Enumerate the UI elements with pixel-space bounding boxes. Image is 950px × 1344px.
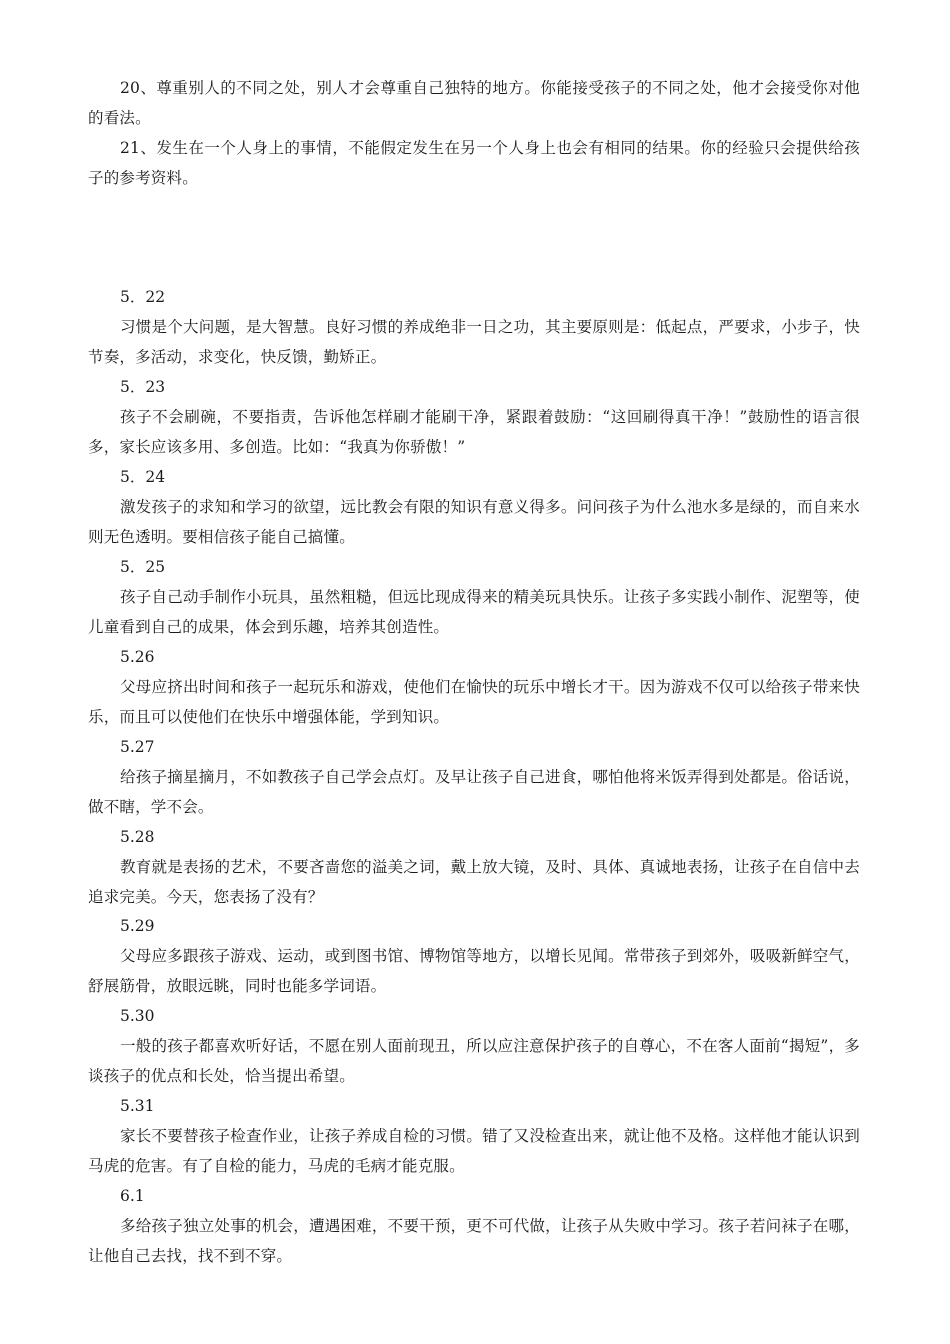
entry-text: 给孩子摘星摘月，不如教孩子自己学会点灯。及早让孩子自己进食，哪怕他将米饭弄得到处都是。俗话说，做不瞎，学不会。 [88, 768, 860, 816]
entry-text: 教育就是表扬的艺术，不要吝啬您的溢美之词，戴上放大镜，及时、具体、真诚地表扬，让孩子在自信中去追求完美。今天，您表扬了没有？ [88, 858, 860, 906]
intro-paragraph-21: 21、发生在一个人身上的事情，不能假定发生在另一个人身上也会有相同的结果。你的经验只会提供给孩子的参考资料。 [88, 139, 860, 187]
entry-date: 5．23 [120, 378, 166, 396]
entry-text: 习惯是个大问题，是大智慧。良好习惯的养成绝非一日之功，其主要原则是：低起点，严要求，小步子，快节奏，多活动，求变化，快反馈，勤矫正。 [88, 318, 860, 366]
entry-date: 5.28 [120, 828, 155, 846]
entry-date: 5.29 [120, 917, 155, 935]
entry-date: 5.31 [120, 1097, 155, 1115]
entry-text: 孩子不会刷碗，不要指责，告诉他怎样刷才能刷干净，紧跟着鼓励：“这回刷得真干净！”鼓励性的语言很多，家长应该多用、多创造。比如：“我真为你骄傲！” [88, 408, 860, 456]
entry-text: 激发孩子的求知和学习的欲望，远比教会有限的知识有意义得多。问问孩子为什么池水多是绿的，而自来水则无色透明。要相信孩子能自己搞懂。 [88, 498, 860, 546]
entry-date: 5.26 [120, 648, 155, 666]
entry-text: 父母应多跟孩子游戏、运动，或到图书馆、博物馆等地方，以增长见闻。常带孩子到郊外，吸吸新鲜空气，舒展筋骨，放眼远眺，同时也能多学词语。 [88, 947, 860, 995]
entry-text: 父母应挤出时间和孩子一起玩乐和游戏，使他们在愉快的玩乐中增长才干。因为游戏不仅可以给孩子带来快乐，而且可以使他们在快乐中增强体能，学到知识。 [88, 678, 860, 726]
entry-date: 5.27 [120, 738, 155, 756]
entry-date: 5．22 [120, 288, 166, 306]
entry-text: 家长不要替孩子检查作业，让孩子养成自检的习惯。错了又没检查出来，就让他不及格。这样他才能认识到马虎的危害。有了自检的能力，马虎的毛病才能克服。 [88, 1127, 860, 1175]
entry-date: 5.30 [120, 1007, 155, 1025]
entry-date: 5．24 [120, 468, 166, 486]
entry-text: 多给孩子独立处事的机会，遭遇困难，不要干预，更不可代做，让孩子从失败中学习。孩子若问袜子在哪，让他自己去找，找不到不穿。 [88, 1217, 860, 1265]
entry-date: 5．25 [120, 558, 166, 576]
entry-text: 一般的孩子都喜欢听好话，不愿在别人面前现丑，所以应注意保护孩子的自尊心，不在客人面前“揭短”，多谈孩子的优点和长处，恰当提出希望。 [88, 1037, 860, 1085]
entry-date: 6.1 [120, 1187, 145, 1205]
intro-paragraph-20: 20、尊重别人的不同之处，别人才会尊重自己独特的地方。你能接受孩子的不同之处，他才会接受你对他的看法。 [88, 79, 860, 127]
entry-text: 孩子自己动手制作小玩具，虽然粗糙，但远比现成得来的精美玩具快乐。让孩子多实践小制作、泥塑等，使儿童看到自己的成果，体会到乐趣，培养其创造性。 [88, 588, 860, 636]
